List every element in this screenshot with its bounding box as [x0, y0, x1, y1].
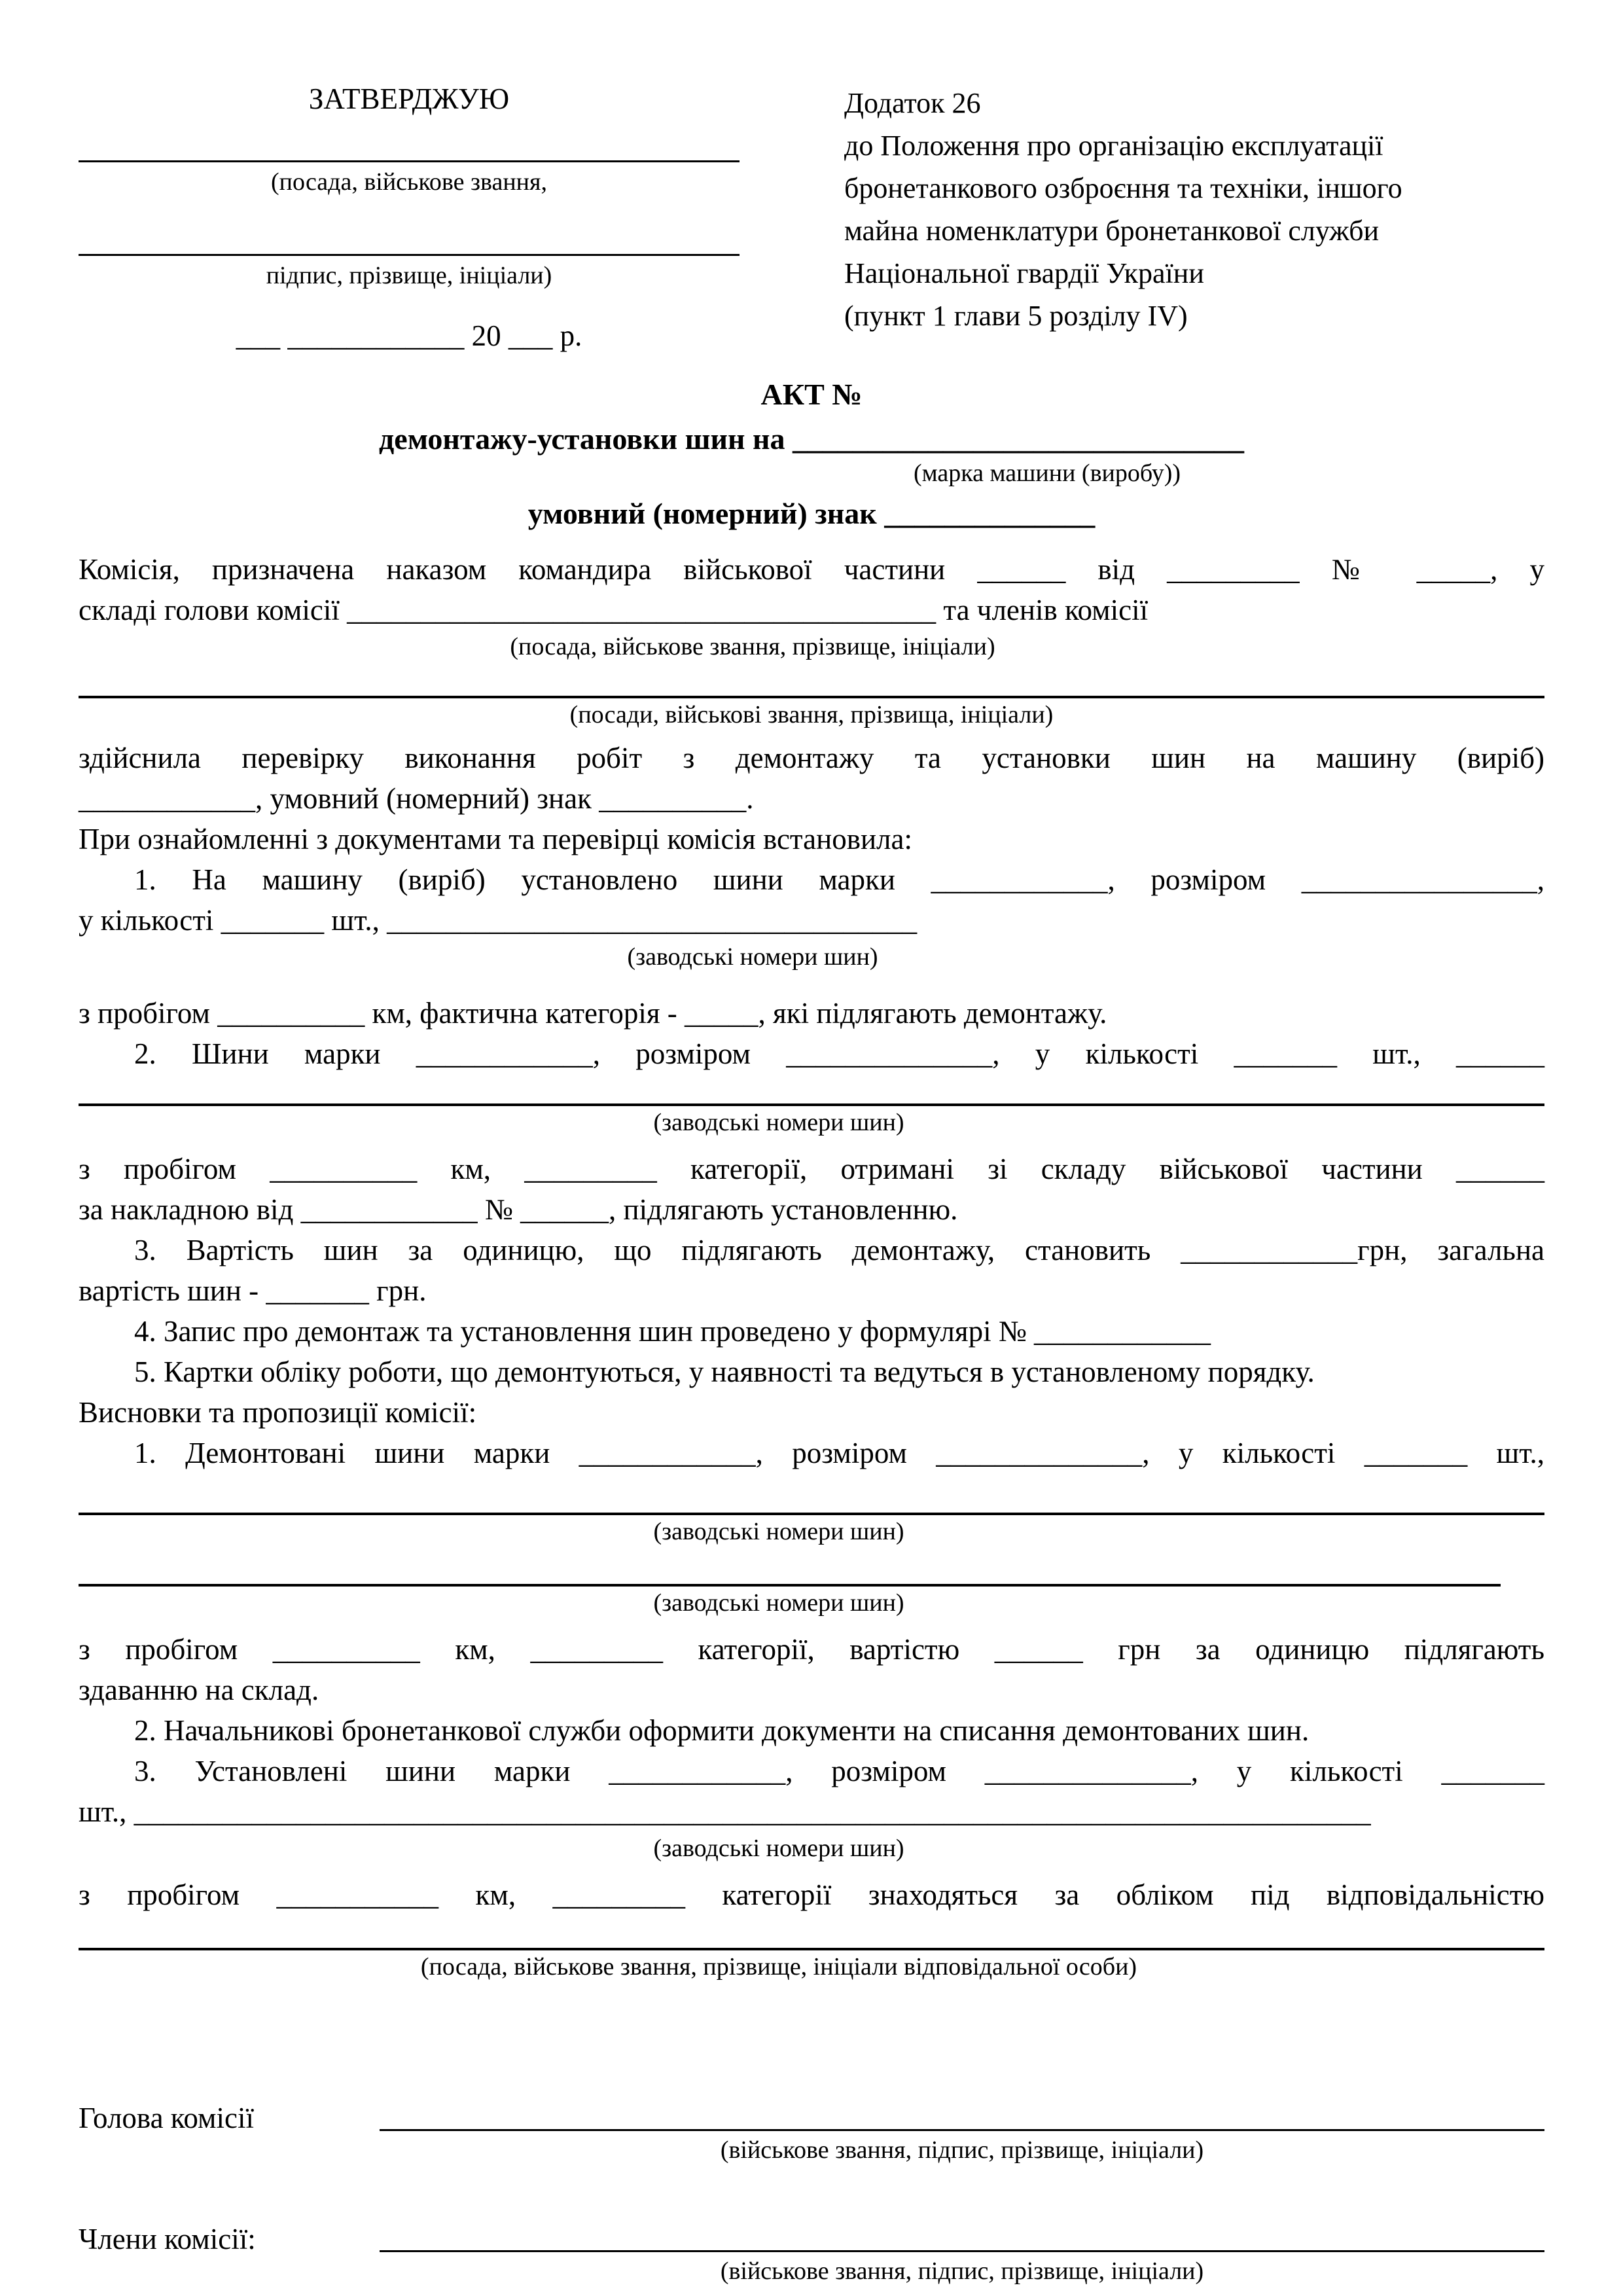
body-line: 4. Запис про демонтаж та установлення шин проведено у формулярі № ____________ [134, 1315, 1211, 1348]
signature-row-head [0, 2081, 1623, 2166]
body-line: з пробігом __________ км, _________ категорії, вартістю ______ грн за одиницю підлягають [79, 1633, 1544, 1666]
body-line: складі голови комісії ________________________________________ та членів комісії [79, 594, 1149, 626]
body-line: шт., ____________________________________________________________________________________ [79, 1795, 1371, 1828]
approve-date-line: ___ ____________ 20 ___ р. [236, 319, 582, 352]
line-caption: (заводські номери шин) [653, 1109, 904, 1136]
body-line: ____________, умовний (номерний) знак __________. [79, 782, 754, 815]
signature-caption: (військове звання, підпис, прізвище, ініціали) [720, 2257, 1204, 2285]
body-line: Висновки та пропозиції комісії: [79, 1396, 477, 1429]
approve-caption-2: підпис, прізвище, ініціали) [266, 262, 552, 289]
annex-line: бронетанкового озброєння та техніки, іншого [844, 172, 1402, 204]
signature-line [380, 2202, 1544, 2252]
act-sign-line: умовний (номерний) знак ______________ [527, 497, 1096, 530]
body-line: з пробігом __________ км, фактична категорія - _____, які підлягають демонтажу. [79, 997, 1107, 1030]
line-caption: (посада, військове звання, прізвище, ініціали) [510, 633, 995, 660]
body-line: При ознайомленні з документами та перевірці комісія встановила: [79, 823, 912, 855]
body-line: у кількості _______ шт., ____________________________________ [79, 904, 918, 937]
body-line: 2. Начальникові бронетанкової служби оформити документи на списання демонтованих шин. [134, 1714, 1310, 1747]
body-line: вартість шин - _______ грн. [79, 1274, 427, 1307]
body-line: з пробігом ___________ км, _________ категорії знаходяться за обліком під відповідальністю [79, 1878, 1544, 1911]
annex-line: Національної гвардії України [844, 257, 1204, 289]
annex-line: до Положення про організацію експлуатації [844, 130, 1383, 162]
act-number-title: АКТ № [760, 378, 863, 411]
signature-line [380, 2081, 1544, 2131]
blank-line [79, 254, 740, 256]
body-line: 3. Вартість шин за одиницю, що підлягають демонтажу, становить ____________грн, загальна [134, 1234, 1544, 1266]
approve-title: ЗАТВЕРДЖУЮ [308, 82, 510, 115]
body-line: 5. Картки обліку роботи, що демонтуються, у наявності та ведуться в установленому порядку. [134, 1355, 1315, 1388]
line-caption: (посади, військові звання, прізвища, ініціали) [569, 701, 1054, 728]
annex-line: Додаток 26 [844, 87, 981, 119]
annex-block [844, 82, 1544, 353]
annex-line: (пункт 1 глави 5 розділу IV) [844, 300, 1188, 332]
signature-caption: (військове звання, підпис, прізвище, ініціали) [720, 2136, 1204, 2164]
header-gap [740, 82, 844, 353]
body-line: 3. Установлені шини марки ____________, розміром ______________, у кількості _______ [134, 1755, 1544, 1787]
body-line: 1. Демонтовані шини марки ____________, розміром ______________, у кількості _______ шт., [134, 1437, 1544, 1469]
body-line: здаванню на склад. [79, 1674, 319, 1706]
act-subtitle: демонтажу-установки шин на ______________________________ [379, 422, 1244, 456]
line-caption: (заводські номери шин) [627, 943, 878, 971]
line-caption: (заводські номери шин) [653, 1835, 904, 1862]
document-body [0, 532, 1623, 1983]
line-caption: (посада, військове звання, прізвище, ініціали відповідальної особи) [420, 1953, 1137, 1981]
body-line: Комісія, призначена наказом командира військової частини ______ від _________ № _____, у [79, 553, 1544, 586]
signature-label: Голова комісії [79, 2102, 254, 2134]
body-line: 1. На машину (виріб) установлено шини марки ____________, розміром ________________, [134, 863, 1544, 896]
line-caption: (заводські номери шин) [653, 1589, 904, 1617]
document-header [0, 0, 1623, 353]
body-line: 2. Шини марки ____________, розміром ______________, у кількості _______ шт., ______ [134, 1037, 1544, 1070]
act-title-block [0, 376, 1623, 532]
signature-column [380, 2202, 1544, 2287]
approve-block [79, 82, 740, 353]
annex-line: майна номенклатури бронетанкової служби [844, 215, 1380, 247]
signature-row-members [0, 2202, 1623, 2287]
body-line: за накладною від ____________ № ______, підлягають установленню. [79, 1193, 958, 1226]
line-caption: (заводські номери шин) [653, 1518, 904, 1545]
signature-label: Члени комісії: [79, 2223, 256, 2255]
signature-column [380, 2081, 1544, 2166]
approve-caption-1: (посада, військове звання, [271, 168, 547, 196]
blank-line [79, 160, 740, 162]
body-line: здійснила перевірку виконання робіт з демонтажу та установки шин на машину (виріб) [79, 742, 1544, 774]
body-line: з пробігом __________ км, _________ категорії, отримані зі складу військової частини ______ [79, 1153, 1544, 1185]
act-subtitle-caption: (марка машини (виробу)) [913, 459, 1181, 487]
